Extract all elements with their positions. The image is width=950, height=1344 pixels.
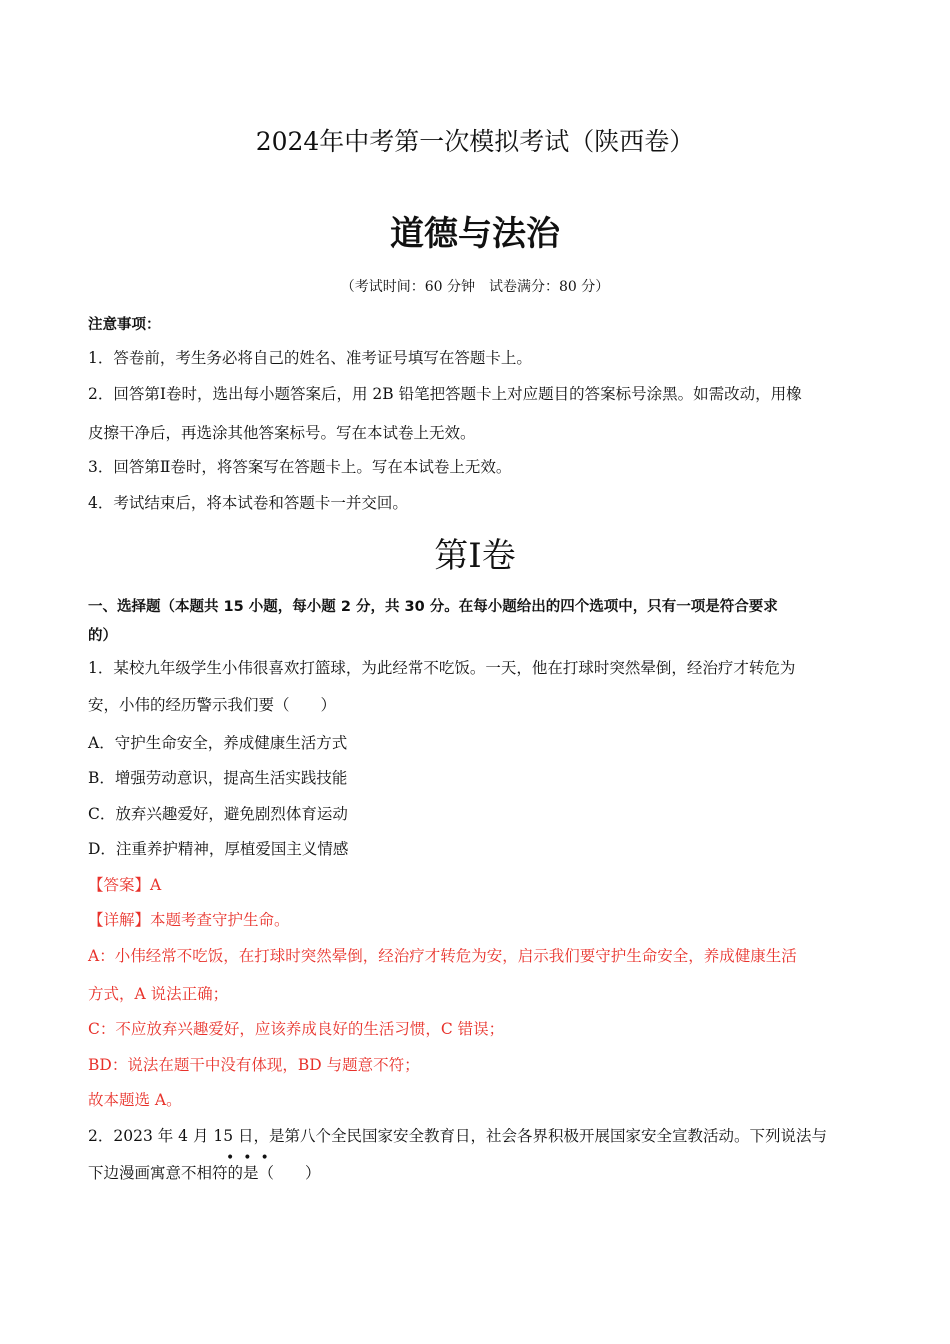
exam-title: 2024年中考第一次模拟考试（陕西卷） [255,127,695,156]
question-2-stem-cont: 下边漫画寓意不相符的是（ ） [88,1164,321,1182]
option-a: A．守护生命安全，养成健康生活方式 [88,734,348,752]
explanation-line: 故本题选 A。 [88,1091,182,1109]
question-1-stem-cont: 安，小伟的经历警示我们要（ ） [88,696,337,714]
question-1-stem: 1．某校九年级学生小伟很喜欢打篮球，为此经常不吃饭。一天，他在打球时突然晕倒，经治疗才转危为 [88,659,796,677]
section-heading-cont: 的） [88,628,117,644]
section-heading: 一、选择题（本题共 15 小题，每小题 2 分，共 30 分。在每小题给出的四个选项中，只有一项是符合要求 [88,599,778,615]
subject-title: 道德与法治 [390,214,560,254]
notice-item: 皮擦干净后，再选涂其他答案标号。写在本试卷上无效。 [88,424,476,442]
notice-item: 4．考试结束后，将本试卷和答题卡一并交回。 [88,494,408,512]
notice-item: 2．回答第Ⅰ卷时，选出每小题答案后，用 2B 铅笔把答题卡上对应题目的答案标号涂黑。如需改动，用橡 [88,385,802,403]
exam-info: （考试时间：60 分钟 试卷满分：80 分） [340,279,610,295]
volume-title: 第Ⅰ卷 [434,536,516,576]
notice-heading: 注意事项： [88,317,161,333]
explanation-line: A：小伟经常不吃饭，在打球时突然晕倒，经治疗才转危为安，启示我们要守护生命安全，养成健康生活 [88,947,797,965]
option-c: C．放弃兴趣爱好，避免剧烈体育运动 [88,805,348,823]
explanation-line: 方式，A 说法正确； [88,985,229,1003]
notice-item: 3．回答第Ⅱ卷时，将答案写在答题卡上。写在本试卷上无效。 [88,458,512,476]
explanation-line: C：不应放弃兴趣爱好，应该养成良好的生活习惯，C 错误； [88,1020,505,1038]
option-d: D．注重养护精神，厚植爱国主义情感 [88,840,349,858]
question-2-stem: 2．2023 年 4 月 15 日，是第八个全民国家安全教育日，社会各界积极开展国家安全宣教活动。下列说法与 [88,1127,828,1145]
answer: 【答案】A [88,876,162,894]
notice-item: 1．答卷前，考生务必将自己的姓名、准考证号填写在答题卡上。 [88,349,532,367]
explanation-line: BD：说法在题干中没有体现，BD 与题意不符； [88,1056,420,1074]
emphasis-marks: ••• [226,1150,278,1166]
explanation-line: 【详解】本题考查守护生命。 [88,911,290,929]
option-b: B．增强劳动意识，提高生活实践技能 [88,769,348,787]
